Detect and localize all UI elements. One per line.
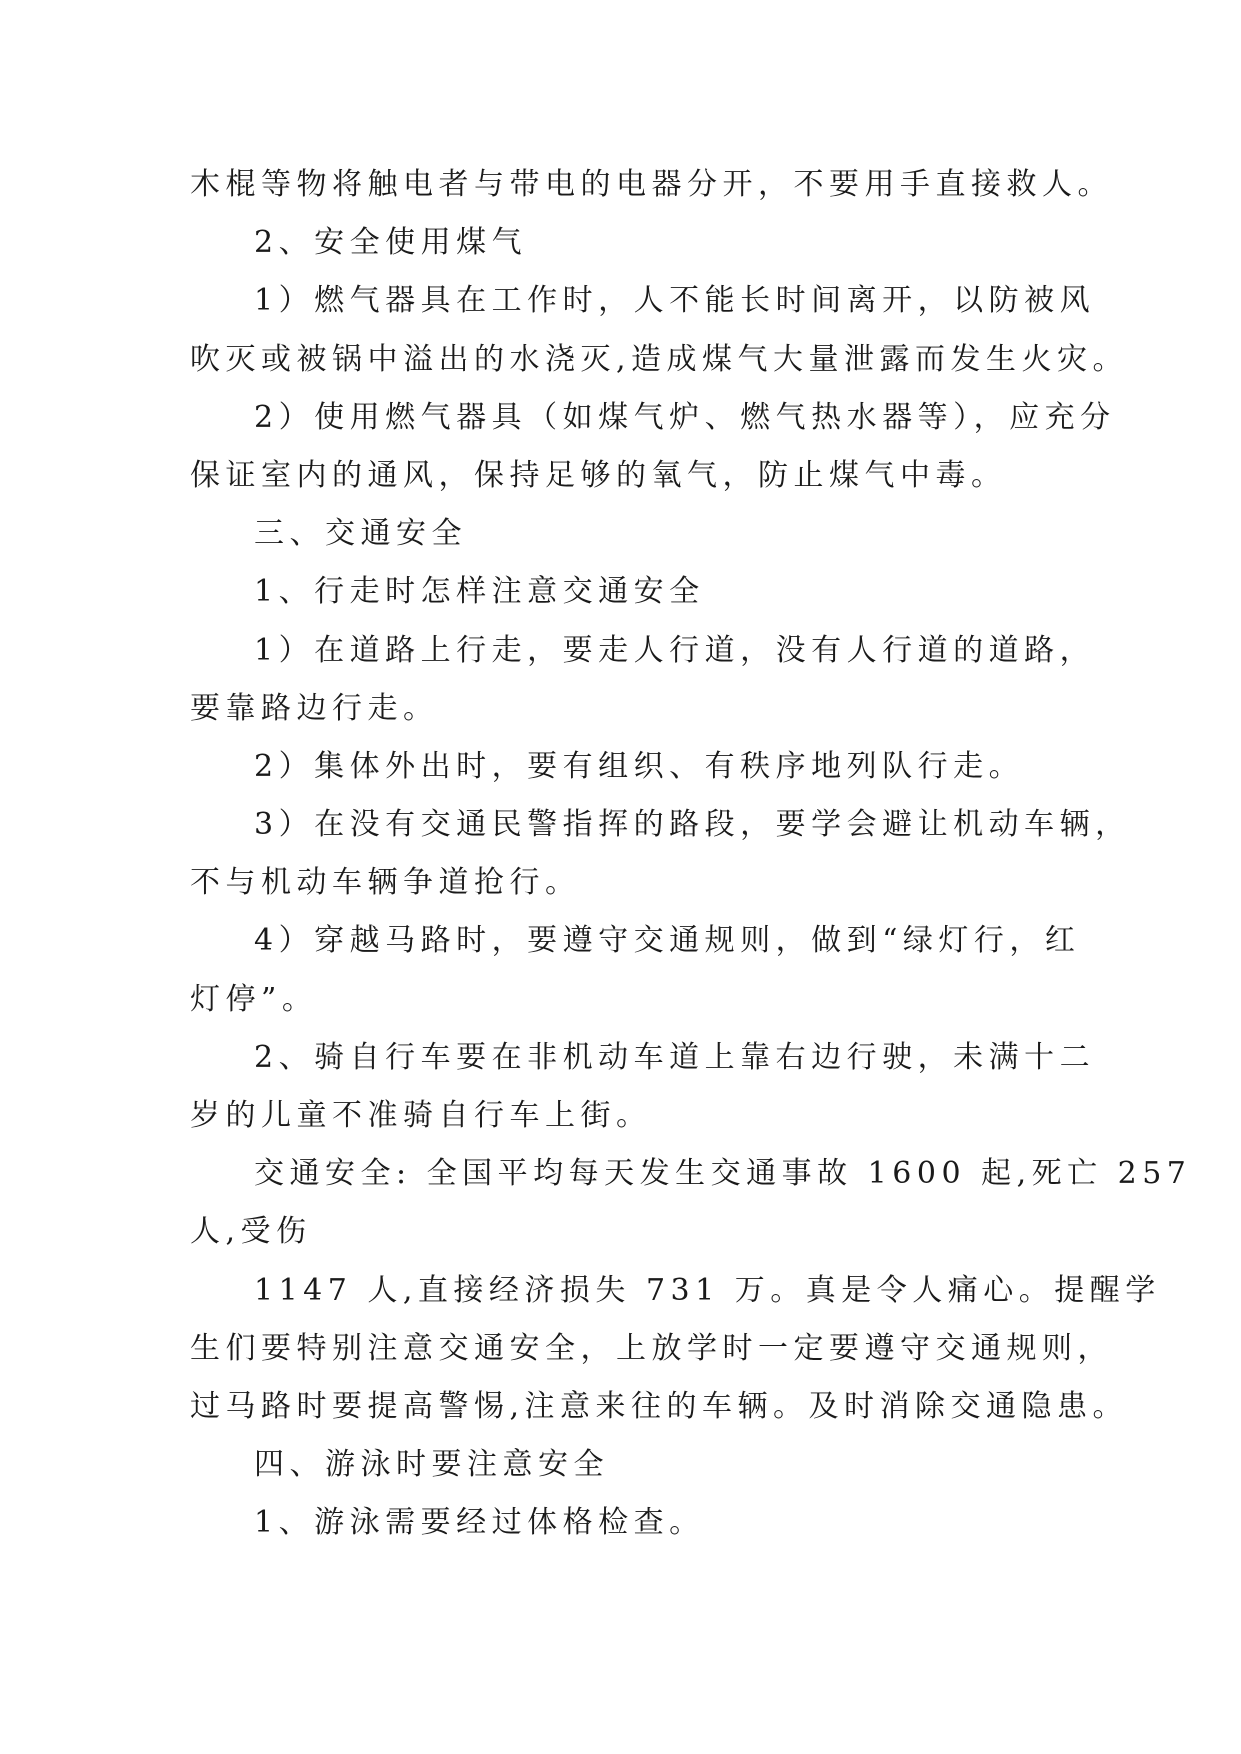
document-body xyxy=(190,156,1192,1553)
paragraph-line: 2、骑自行车要在非机动车道上靠右边行驶，未满十二 xyxy=(254,1039,1096,1075)
paragraph-line: 人,受伤 xyxy=(190,1214,312,1250)
paragraph-line: 灯停”。 xyxy=(190,981,318,1017)
section-heading: 四、游泳时要注意安全 xyxy=(254,1447,609,1483)
paragraph-line: 过马路时要提高警惕,注意来往的车辆。及时消除交通隐患。 xyxy=(190,1388,1129,1424)
paragraph-line: 木棍等物将触电者与带电的电器分开，不要用手直接救人。 xyxy=(190,167,1113,202)
paragraph-line: 3）在没有交通民警指挥的路段，要学会避让机动车辆， xyxy=(254,807,1131,843)
section-heading: 2、安全使用煤气 xyxy=(254,225,528,261)
section-heading: 三、交通安全 xyxy=(254,516,467,552)
paragraph-line: 2）集体外出时，要有组织、有秩序地列队行走。 xyxy=(254,748,1025,784)
paragraph-line: 1147 人,直接经济损失 731 万。真是令人痛心。提醒学 xyxy=(254,1272,1161,1308)
paragraph-line: 保证室内的通风，保持足够的氧气，防止煤气中毒。 xyxy=(190,457,1007,493)
paragraph-line: 生们要特别注意交通安全，上放学时一定要遵守交通规则， xyxy=(190,1330,1113,1366)
paragraph-line: 1、游泳需要经过体格检查。 xyxy=(254,1505,705,1541)
paragraph-line: 不与机动车辆争道抢行。 xyxy=(190,865,581,901)
paragraph-line: 1）在道路上行走，要走人行道，没有人行道的道路， xyxy=(254,632,1096,668)
section-heading: 1、行走时怎样注意交通安全 xyxy=(254,574,705,610)
paragraph-line: 1）燃气器具在工作时，人不能长时间离开，以防被风 xyxy=(254,283,1096,319)
paragraph-line: 4）穿越马路时，要遵守交通规则，做到“绿灯行，红 xyxy=(254,923,1081,959)
paragraph-line: 吹灭或被锅中溢出的水浇灭,造成煤气大量泄露而发生火灾。 xyxy=(190,341,1129,377)
paragraph-line: 岁的儿童不准骑自行车上街。 xyxy=(190,1098,652,1133)
paragraph-line: 2）使用燃气器具（如煤气炉、燃气热水器等），应充分 xyxy=(254,399,1116,435)
paragraph-line: 要靠路边行走。 xyxy=(190,690,439,726)
paragraph-line: 交通安全: 全国平均每天发生交通事故 1600 起,死亡 257 xyxy=(254,1156,1192,1192)
